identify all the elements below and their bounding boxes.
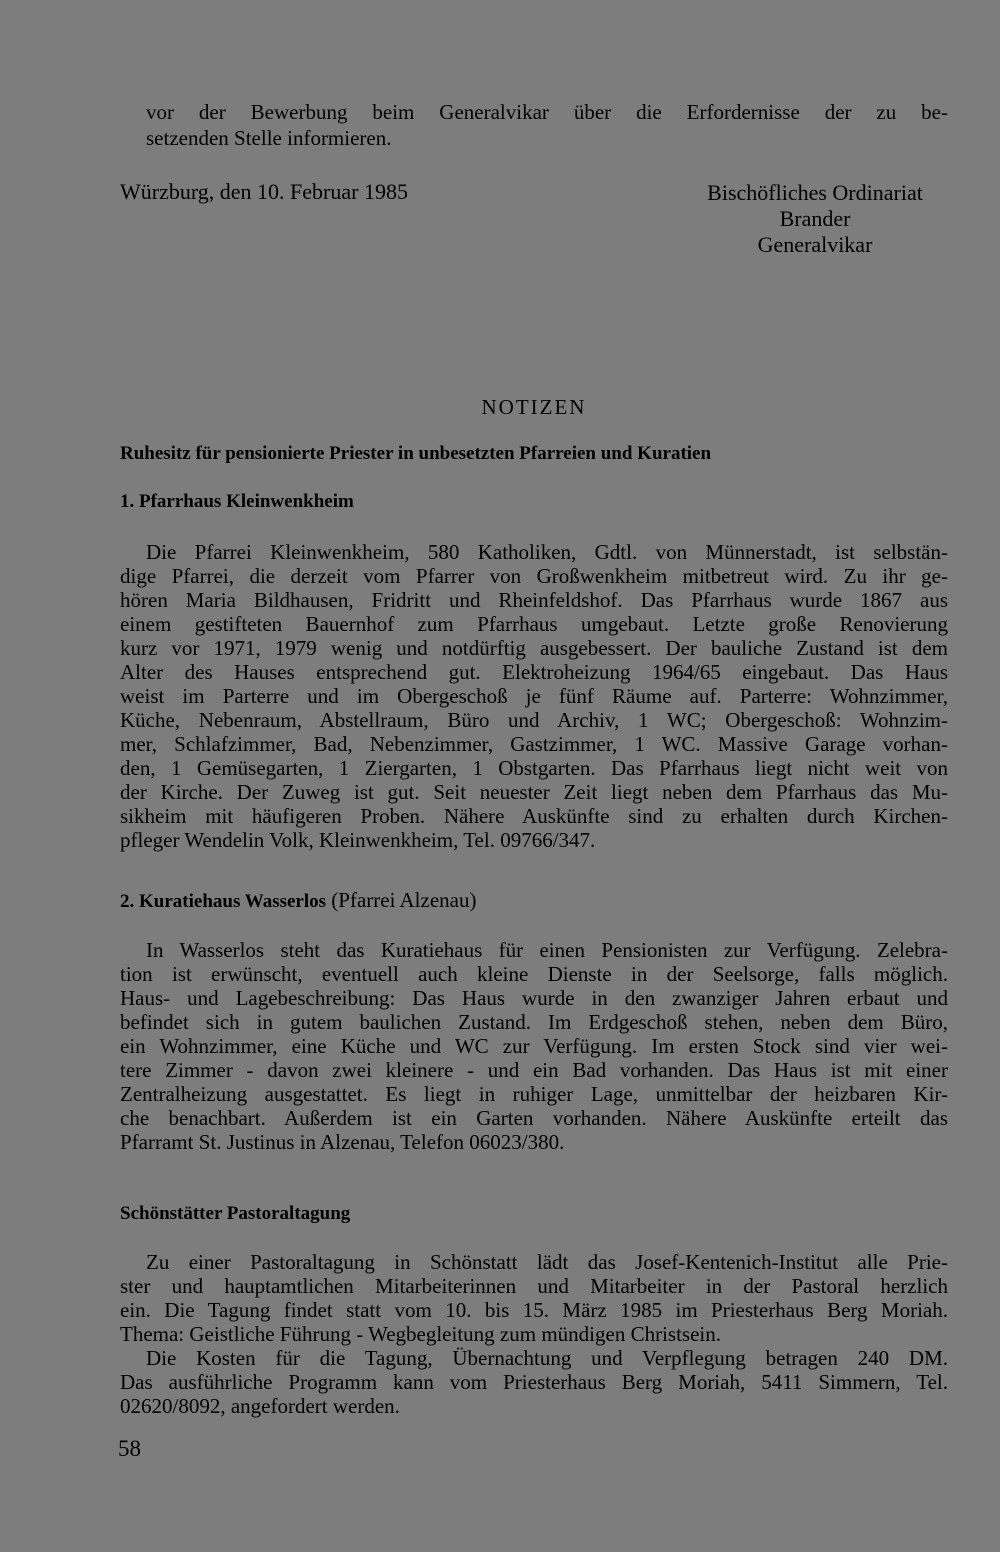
item1-line: Alter des Hauses entsprechend gut. Elektroheizung 1964/65 eingebaut. Das Haus: [120, 660, 948, 684]
item1-line: einem gestifteten Bauernhof zum Pfarrhaus umgebaut. Letzte große Renovierung: [120, 612, 948, 636]
item2-line: Zentralheizung ausgestattet. Es liegt in ruhiger Lage, unmittelbar der heizbaren Kir-: [120, 1082, 948, 1106]
item3-heading: Schönstätter Pastoraltagung: [120, 1203, 351, 1224]
item1-line: Die Pfarrei Kleinwenkheim, 580 Katholiken, Gdtl. von Münnerstadt, ist selbstän-: [146, 540, 948, 564]
item1-line: hören Maria Bildhausen, Fridritt und Rheinfeldshof. Das Pfarrhaus wurde 1867 aus: [120, 588, 948, 612]
item2-line: ein Wohnzimmer, eine Küche und WC zur Verfügung. Im ersten Stock sind vier wei-: [120, 1034, 948, 1058]
item1-line: Küche, Nebenraum, Abstellraum, Büro und Archiv, 1 WC; Obergeschoß: Wohnzim-: [120, 708, 948, 732]
item2-heading: 2. Kuratiehaus Wasserlos: [120, 891, 327, 912]
item1-line: mer, Schlafzimmer, Bad, Nebenzimmer, Gastzimmer, 1 WC. Massive Garage vorhan-: [120, 732, 948, 756]
item2-line: In Wasserlos steht das Kuratiehaus für einen Pensionisten zur Verfügung. Zelebra-: [146, 938, 948, 962]
item1-line: sikheim mit häufigeren Proben. Nähere Auskünfte sind zu erhalten durch Kirchen-: [120, 804, 948, 828]
item2-line: befindet sich in gutem baulichen Zustand. Im Erdgeschoß stehen, neben dem Büro,: [120, 1010, 948, 1034]
item2-line: Pfarramt St. Justinus in Alzenau, Telefon 06023/380.: [120, 1130, 565, 1154]
item3-line: ster und hauptamtlichen Mitarbeiterinnen und Mitarbeiter in der Pastoral herzlich: [120, 1274, 948, 1298]
item3-line: 02620/8092, angefordert werden.: [120, 1394, 400, 1418]
item1-heading: 1. Pfarrhaus Kleinwenkheim: [120, 491, 354, 512]
intro-line-2: setzenden Stelle informieren.: [146, 126, 392, 150]
page-number: 58: [118, 1436, 141, 1461]
item1-line: der Kirche. Der Zuweg ist gut. Seit neuester Zeit liegt neben dem Pfarrhaus das Mu-: [120, 780, 948, 804]
section-title: Ruhesitz für pensionierte Priester in unbesetzten Pfarreien und Kuratien: [120, 443, 712, 464]
item3-line: ein. Die Tagung findet statt vom 10. bis 15. März 1985 im Priesterhaus Berg Moriah.: [120, 1298, 948, 1322]
item2-heading-suffix: (Pfarrei Alzenau): [326, 888, 477, 912]
notizen-heading: NOTIZEN: [481, 395, 587, 419]
item1-line: pfleger Wendelin Volk, Kleinwenkheim, Tel. 09766/347.: [120, 828, 596, 852]
signature-name: Brander: [779, 206, 851, 231]
item3-line: Das ausführliche Programm kann vom Priesterhaus Berg Moriah, 5411 Simmern, Tel.: [120, 1370, 948, 1394]
intro-line-1: vor der Bewerbung beim Generalvikar über die Erfordernisse der zu be-: [146, 100, 948, 124]
item3-line: Die Kosten für die Tagung, Übernachtung und Verpflegung betragen 240 DM.: [146, 1346, 948, 1370]
item3-line: Zu einer Pastoraltagung in Schönstatt lädt das Josef-Kentenich-Institut alle Prie-: [146, 1250, 948, 1274]
signature-office: Bischöfliches Ordinariat: [707, 180, 923, 205]
item1-line: dige Pfarrei, die derzeit vom Pfarrer von Großwenkheim mitbetreut wird. Zu ihr ge-: [120, 564, 948, 588]
item2-line: Haus- und Lagebeschreibung: Das Haus wurde in den zwanziger Jahren erbaut und: [120, 986, 948, 1010]
signature-title: Generalvikar: [757, 232, 873, 257]
item2-line: tere Zimmer - davon zwei kleinere - und ein Bad vorhanden. Das Haus ist mit einer: [120, 1058, 948, 1082]
item3-line: Thema: Geistliche Führung - Wegbegleitung zum mündigen Christsein.: [120, 1322, 721, 1346]
item2-line: tion ist erwünscht, eventuell auch kleine Dienste in der Seelsorge, falls möglich.: [120, 962, 948, 986]
item2-heading-wrap: [120, 888, 476, 914]
dateline: Würzburg, den 10. Februar 1985: [120, 179, 408, 204]
item1-line: weist im Parterre und im Obergeschoß je fünf Räume auf. Parterre: Wohnzimmer,: [120, 684, 948, 708]
item1-line: den, 1 Gemüsegarten, 1 Ziergarten, 1 Obstgarten. Das Pfarrhaus liegt nicht weit von: [120, 756, 948, 780]
item1-line: kurz vor 1971, 1979 wenig und notdürftig ausgebessert. Der bauliche Zustand ist dem: [120, 636, 948, 660]
item2-line: che benachbart. Außerdem ist ein Garten vorhanden. Nähere Auskünfte erteilt das: [120, 1106, 948, 1130]
